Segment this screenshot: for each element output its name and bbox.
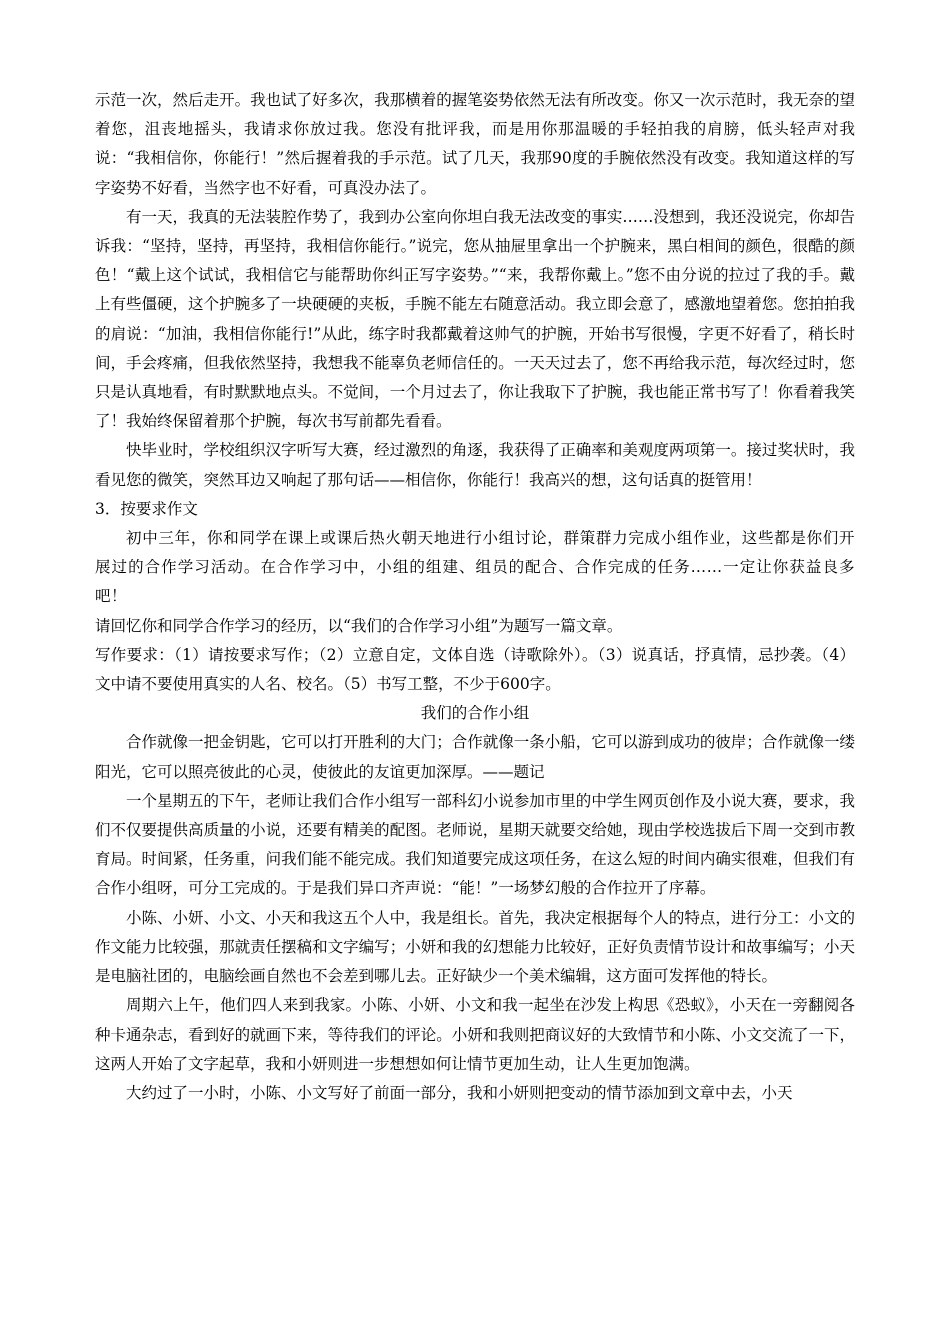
essay-paragraph-2: 一个星期五的下午，老师让我们合作小组写一部科幻小说参加市里的中学生网页创作及小说大赛，要求，我们不仅要提供高质量的小说，还要有精美的配图。老师说，星期天就要交给她，现由学校选拔后下周一交到市教育局。时间紧，任务重，问我们能不能完成。我们知道要完成这项任务，在这么短的时间内确实很难，但我们有合作小组呀，可分工完成的。于是我们异口齐声说：“能！”一场梦幻般的合作拉开了序幕。 <box>95 791 855 898</box>
document-page <box>95 86 855 1108</box>
essay-paragraph-5: 大约过了一小时，小陈、小文写好了前面一部分，我和小妍则把变动的情节添加到文章中去，小天 <box>126 1083 793 1102</box>
section-heading: 3．按要求作文 <box>95 499 198 518</box>
paragraph-3: 快毕业时，学校组织汉字听写大赛，经过激烈的角逐，我获得了正确率和美观度两项第一。接过奖状时，我看见您的微笑，突然耳边又响起了那句话——相信你，你能行！我高兴的想，这句话真的挺管用！ <box>95 441 855 489</box>
paragraph-2: 有一天，我真的无法装腔作势了，我到办公室向你坦白我无法改变的事实……没想到，我还没说完，你却告诉我：“坚持，坚持，再坚持，我相信你能行。”说完，您从抽屉里拿出一个护腕来，黑白相间的颜色，很酷的颜色！“戴上这个试试，我相信它与能帮助你纠正写字姿势。”“来，我帮你戴上。”您不由分说的拉过了我的手。戴上有些僵硬，这个护腕多了一块硬硬的夹板，手腕不能左右随意活动。我立即会意了，感激地望着您。您拍拍我的肩说：“加油，我相信你能行!”从此，练字时我都戴着这帅气的护腕，开始书写很慢，字更不好看了，稍长时间，手会疼痛，但我依然坚持，我想我不能辜负老师信任的。一天天过去了，您不再给我示范，每次经过时，您只是认真地看，有时默默地点头。不觉间，一个月过去了，你让我取下了护腕，我也能正常书写了！你看着我笑了！我始终保留着那个护腕，每次书写前都先看看。 <box>95 207 855 431</box>
essay-title: 我们的合作小组 <box>420 704 530 723</box>
essay-paragraph-4: 周期六上午，他们四人来到我家。小陈、小妍、小文和我一起坐在沙发上构思《恐蚁》，小天在一旁翻阅各种卡通杂志，看到好的就画下来，等待我们的评论。小妍和我则把商议好的大致情节和小陈、小文交流了一下，这两人开始了文字起草，我和小妍则进一步想想如何让情节更加生动，让人生更加饱满。 <box>95 996 855 1073</box>
requirements-text: 写作要求：（1）请按要求写作；（2）立意自定，文体自选（诗歌除外）。（3）说真话，抒真情，忌抄袭。（4）文中请不要使用真实的人名、校名。（5）书写工整，不少于600字。 <box>95 645 855 694</box>
paragraph-1: 示范一次，然后走开。我也试了好多次，我那横着的握笔姿势依然无法有所改变。你又一次示范时，我无奈的望着您，沮丧地摇头，我请求你放过我。您没有批评我，而是用你那温暖的手轻拍我的肩膀，低头轻声对我说：“我相信你，你能行！”然后握着我的手示范。试了几天，我那90度的手腕依然没有改变。我知道这样的写字姿势不好看，当然字也不好看，可真没办法了。 <box>95 91 855 197</box>
essay-paragraph-3: 小陈、小妍、小文、小天和我这五个人中，我是组长。首先，我决定根据每个人的特点，进行分工：小文的作文能力比较强，那就责任摆稿和文字编写；小妍和我的幻想能力比较好，正好负责情节设计和故事编写；小天是电脑社团的，电脑绘画自然也不会差到哪儿去。正好缺少一个美术编辑，这方面可发挥他的特长。 <box>95 908 855 986</box>
instruction-text: 请回忆你和同学合作学习的经历，以“我们的合作学习小组”为题写一篇文章。 <box>95 616 623 635</box>
essay-paragraph-1: 合作就像一把金钥匙，它可以打开胜利的大门；合作就像一条小船，它可以游到成功的彼岸；合作就像一缕阳光，它可以照亮彼此的心灵，使彼此的友谊更加深厚。——题记 <box>95 733 855 781</box>
prompt-text: 初中三年，你和同学在课上或课后热火朝天地进行小组讨论，群策群力完成小组作业，这些都是你们开展过的合作学习活动。在合作学习中，小组的组建、组员的配合、合作完成的任务……一定让你获益良多吧！ <box>95 529 855 606</box>
